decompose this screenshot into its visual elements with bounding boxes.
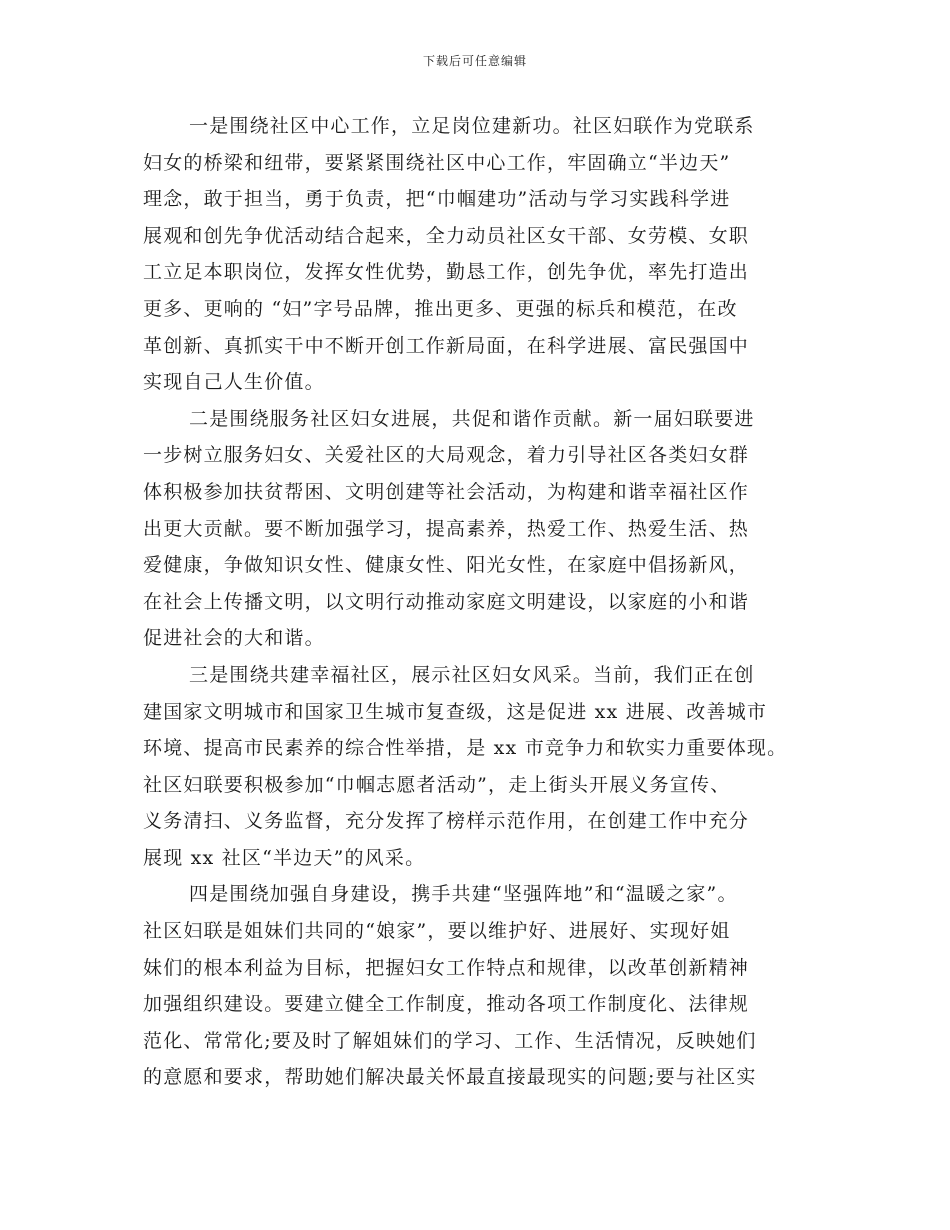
text-line: 四是围绕加强自身建设，携手共建“坚强阵地”和“温暖之家”。 bbox=[189, 883, 738, 906]
text-line: 展现 xx 社区“半边天”的风采。 bbox=[143, 846, 426, 869]
text-line: 的意愿和要求，帮助她们解决最关怀最直接最现实的问题;要与社区实 bbox=[143, 1066, 757, 1089]
text-line: 理念，敢于担当，勇于负责，把“巾帼建功”活动与学习实践科学进 bbox=[143, 188, 731, 211]
text-line: 义务清扫、义务监督，充分发挥了榜样示范作用，在创建工作中充分 bbox=[143, 810, 750, 833]
text-line: 出更大贡献。要不断加强学习，提高素养，热爱工作、热爱生活、热 bbox=[143, 517, 750, 540]
document-body bbox=[143, 108, 833, 1096]
text-line: 二是围绕服务社区妇女进展，共促和谐作贡献。新一届妇联要进 bbox=[189, 407, 755, 430]
page-header: 下载后可任意编辑 bbox=[422, 54, 527, 68]
text-line: 展观和创先争优活动结合起来，全力动员社区女干部、女劳模、女职 bbox=[143, 224, 750, 247]
text-line: 爱健康，争做知识女性、健康女性、阳光女性，在家庭中倡扬新风， bbox=[143, 554, 750, 577]
text-line: 妇女的桥梁和纽带，要紧紧围绕社区中心工作，牢固确立“半边天” bbox=[143, 151, 731, 174]
text-line: 范化、常常化;要及时了解姐妹们的学习、工作、生活情况，反映她们 bbox=[143, 1029, 757, 1052]
text-line: 环境、提高市民素养的综合性举措，是 xx 市竞争力和软实力重要体现。 bbox=[143, 737, 788, 760]
text-line: 一步树立服务妇女、关爱社区的大局观念，着力引导社区各类妇女群 bbox=[143, 444, 750, 467]
text-line: 实现自己人生价值。 bbox=[143, 371, 325, 394]
text-line: 工立足本职岗位，发挥女性优势，勤恳工作，创先争优，率先打造出 bbox=[143, 261, 750, 284]
paragraph-3 bbox=[143, 657, 833, 877]
paragraph-1 bbox=[143, 108, 833, 401]
text-line: 在社会上传播文明，以文明行动推动家庭文明建设，以家庭的小和谐 bbox=[143, 590, 750, 613]
text-line: 促进社会的大和谐。 bbox=[143, 627, 325, 650]
text-line: 社区妇联是姐妹们共同的“娘家”，要以维护好、进展好、实现好姐 bbox=[143, 920, 731, 943]
text-line: 加强组织建设。要建立健全工作制度，推动各项工作制度化、法律规 bbox=[143, 993, 750, 1016]
text-line: 三是围绕共建幸福社区，展示社区妇女风采。当前，我们正在创 bbox=[189, 663, 755, 686]
text-line: 社区妇联要积极参加“巾帼志愿者活动”，走上街头开展义务宣传、 bbox=[143, 773, 731, 796]
text-line: 革创新、真抓实干中不断开创工作新局面，在科学进展、富民强国中 bbox=[143, 334, 750, 357]
text-line: 建国家文明城市和国家卫生城市复查级，这是促进 xx 进展、改善城市 bbox=[143, 700, 768, 723]
paragraph-4 bbox=[143, 876, 833, 1096]
text-line: 体积极参加扶贫帮困、文明创建等社会活动，为构建和谐幸福社区作 bbox=[143, 480, 750, 503]
text-line: 一是围绕社区中心工作，立足岗位建新功。社区妇联作为党联系 bbox=[189, 115, 755, 137]
text-line: 妹们的根本利益为目标，把握妇女工作特点和规律，以改革创新精神 bbox=[143, 956, 750, 979]
text-line: 更多、更响的 “妇”字号品牌，推出更多、更强的标兵和模范，在改 bbox=[143, 297, 738, 320]
paragraph-2 bbox=[143, 401, 833, 657]
